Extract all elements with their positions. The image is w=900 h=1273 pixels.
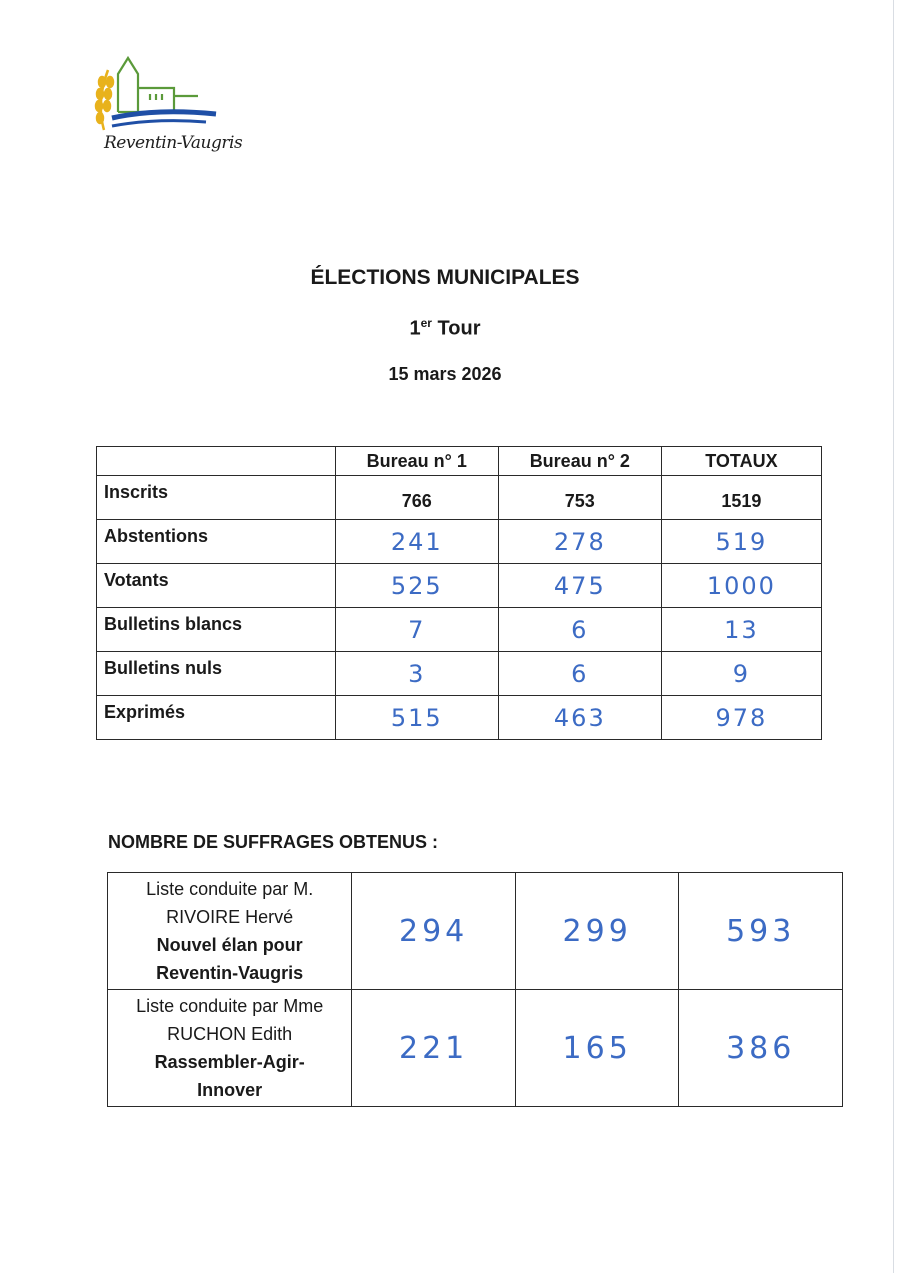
vote-count: 294 xyxy=(352,873,516,990)
table-row xyxy=(97,476,822,520)
row-label: Votants xyxy=(97,564,336,608)
value-cell: 241 xyxy=(335,520,498,564)
logo-text: Reventin-Vaugris xyxy=(104,133,243,153)
value-cell: 9 xyxy=(661,652,821,696)
value-cell: 519 xyxy=(661,520,821,564)
round-label: 1er Tour xyxy=(409,316,481,340)
vote-count: 299 xyxy=(515,873,679,990)
row-label: Inscrits xyxy=(97,476,336,520)
results-table xyxy=(96,446,822,740)
list-description: Liste conduite par Mme RUCHON Edith Rassembler-Agir- Innover xyxy=(108,990,352,1107)
list-row xyxy=(108,990,843,1107)
table-row xyxy=(97,520,822,564)
vote-total: 386 xyxy=(679,990,843,1107)
header-bureau-1: Bureau n° 1 xyxy=(335,447,498,476)
vote-count: 165 xyxy=(515,990,679,1107)
value-cell: 463 xyxy=(498,696,661,740)
value-cell: 978 xyxy=(661,696,821,740)
election-date: 15 mars 2026 xyxy=(388,364,502,384)
value-cell: 515 xyxy=(335,696,498,740)
value-cell: 1000 xyxy=(661,564,821,608)
page-title: ÉLECTIONS MUNICIPALES xyxy=(310,266,580,289)
row-label: Bulletins blancs xyxy=(97,608,336,652)
votes-table xyxy=(107,872,843,1107)
list-row xyxy=(108,873,843,990)
value-cell: 6 xyxy=(498,608,661,652)
row-label: Bulletins nuls xyxy=(97,652,336,696)
table-row xyxy=(97,608,822,652)
value-cell: 1519 xyxy=(661,476,821,520)
header-totals: TOTAUX xyxy=(661,447,821,476)
vote-count: 221 xyxy=(352,990,516,1107)
votes-section-title: NOMBRE DE SUFFRAGES OBTENUS : xyxy=(108,832,439,852)
vote-total: 593 xyxy=(679,873,843,990)
table-row xyxy=(97,696,822,740)
value-cell: 13 xyxy=(661,608,821,652)
table-row xyxy=(97,652,822,696)
church-icon xyxy=(118,58,198,112)
row-label: Abstentions xyxy=(97,520,336,564)
table-header-row xyxy=(97,447,822,476)
river-icon xyxy=(112,112,216,126)
row-label: Exprimés xyxy=(97,696,336,740)
value-cell: 278 xyxy=(498,520,661,564)
value-cell: 6 xyxy=(498,652,661,696)
value-cell: 475 xyxy=(498,564,661,608)
value-cell: 3 xyxy=(335,652,498,696)
table-row xyxy=(97,564,822,608)
page-edge xyxy=(893,0,894,1273)
header-empty-cell xyxy=(97,447,336,476)
value-cell: 7 xyxy=(335,608,498,652)
header-bureau-2: Bureau n° 2 xyxy=(498,447,661,476)
wheat-icon xyxy=(96,70,113,130)
value-cell: 753 xyxy=(498,476,661,520)
value-cell: 525 xyxy=(335,564,498,608)
value-cell: 766 xyxy=(335,476,498,520)
list-description: Liste conduite par M. RIVOIRE Hervé Nouvel élan pour Reventin-Vaugris xyxy=(108,873,352,990)
